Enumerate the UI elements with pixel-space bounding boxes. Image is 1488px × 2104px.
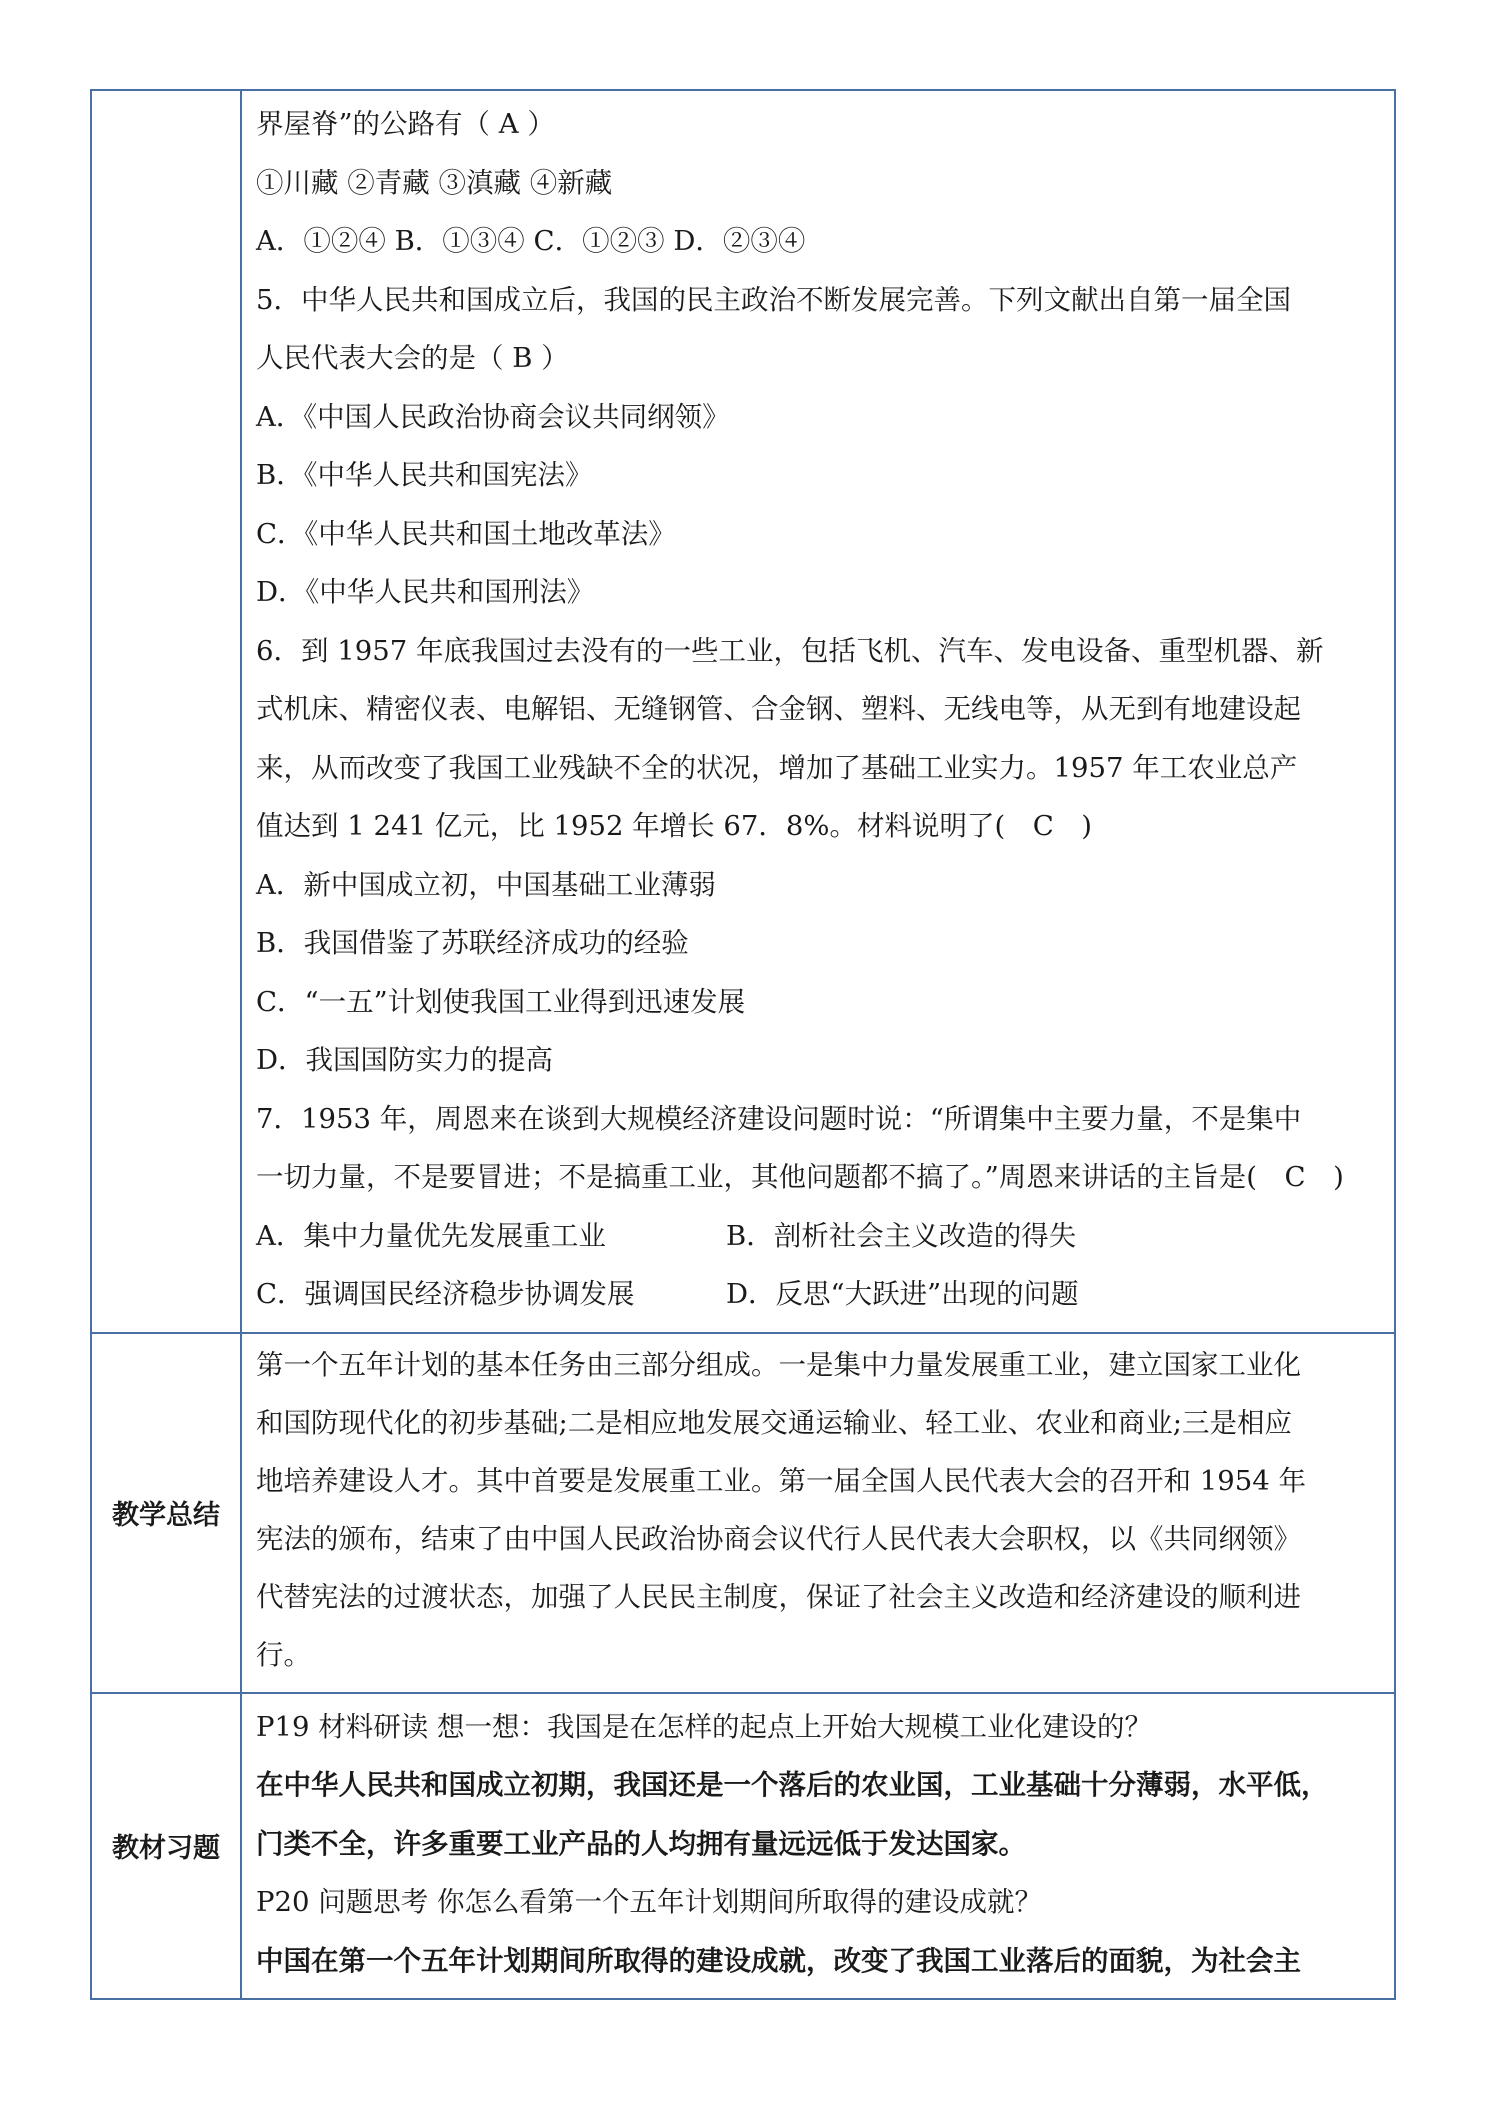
exercises-content [241,90,1395,1333]
textbook-question-1: P19 材料研读 想一想：我国是在怎样的起点上开始大规模工业化建设的？ [256,1710,1152,1743]
exercise-options-row [256,1207,1384,1266]
exercises-row [91,90,1395,1333]
exercise-lines [242,91,1394,1332]
summary-line: 和国防现代化的初步基础;二是相应地发展交通运输业、轻工业、农业和商业;三是相应 [256,1406,1293,1439]
textbook-label: 教材习题 [91,1693,241,2000]
exercise-line: 来，从而改变了我国工业残缺不全的状况，增加了基础工业实力。1957 年工农业总产 [256,751,1298,784]
exercise-options-row [256,1265,1384,1324]
summary-row [91,1333,1395,1693]
exercise-line: B．《中华人民共和国宪法》 [256,459,593,491]
summary-line: 第一个五年计划的基本任务由三部分组成。一是集中力量发展重工业，建立国家工业化 [256,1348,1301,1381]
exercise-line: 5．中华人民共和国成立后，我国的民主政治不断发展完善。下列文献出自第一届全国 [256,283,1291,316]
exercise-option: C．强调国民经济稳步协调发展 [256,1278,635,1310]
textbook-question-2: P20 问题思考 你怎么看第一个五年计划期间所取得的建设成就？ [256,1886,1042,1918]
textbook-answer-1-line-2: 门类不全，许多重要工业产品的人均拥有量远远低于发达国家。 [256,1827,1026,1860]
exercise-line: A．①②④ B．①③④ C．①②③ D．②③④ [256,225,806,257]
exercise-line: ①川藏 ②青藏 ③滇藏 ④新藏 [256,166,613,199]
textbook-lines [242,1694,1394,1999]
summary-line: 行。 [256,1638,311,1671]
exercise-line: C．“一五”计划使我国工业得到迅速发展 [256,985,746,1018]
textbook-row [91,1693,1395,2000]
exercise-option: B．剖析社会主义改造的得失 [726,1219,1077,1252]
textbook-answer-1-line-1: 在中华人民共和国成立初期，我国还是一个落后的农业国，工业基础十分薄弱，水平低， [256,1769,1329,1801]
exercise-line: 7．1953 年，周恩来在谈到大规模经济建设问题时说：“所谓集中主要力量，不是集中 [256,1102,1302,1135]
exercise-option: D．反思“大跃进”出现的问题 [726,1278,1079,1310]
lesson-table [90,89,1396,2000]
exercise-line: D．我国国防实力的提高 [256,1044,554,1076]
exercise-line: A．新中国成立初，中国基础工业薄弱 [256,868,716,901]
summary-label: 教学总结 [91,1333,241,1693]
exercise-line: 人民代表大会的是（ B ） [256,342,569,374]
exercise-line: 值达到 1 241 亿元，比 1952 年增长 67．8%。材料说明了( C ) [256,810,1093,842]
textbook-answer-2-line-1: 中国在第一个五年计划期间所取得的建设成就，改变了我国工业落后的面貌，为社会主 [256,1944,1301,1977]
summary-lines [242,1334,1394,1692]
exercise-line: 界屋脊”的公路有（ A ） [256,108,555,140]
exercise-line: D．《中华人民共和国刑法》 [256,576,595,608]
exercises-label [91,90,241,1333]
textbook-content [241,1693,1395,2000]
exercise-line: 式机床、精密仪表、电解铝、无缝钢管、合金钢、塑料、无线电等，从无到有地建设起 [256,693,1301,725]
exercise-line: A．《中国人民政治协商会议共同纲领》 [256,400,730,433]
exercise-option: A．集中力量优先发展重工业 [256,1219,606,1252]
summary-line: 代替宪法的过渡状态，加强了人民民主制度，保证了社会主义改造和经济建设的顺利进 [256,1580,1301,1613]
exercise-line: B．我国借鉴了苏联经济成功的经验 [256,927,689,959]
summary-line: 宪法的颁布，结束了由中国人民政治协商会议代行人民代表大会职权，以《共同纲领》 [256,1522,1301,1555]
exercise-line: 一切力量，不是要冒进；不是搞重工业，其他问题都不搞了。”周恩来讲话的主旨是( C ) [256,1161,1344,1193]
summary-line: 地培养建设人才。其中首要是发展重工业。第一届全国人民代表大会的召开和 1954 年 [256,1464,1306,1497]
summary-content [241,1333,1395,1693]
exercise-line: C．《中华人民共和国土地改革法》 [256,517,676,550]
exercise-line: 6．到 1957 年底我国过去没有的一些工业，包括飞机、汽车、发电设备、重型机器、新 [256,634,1324,667]
